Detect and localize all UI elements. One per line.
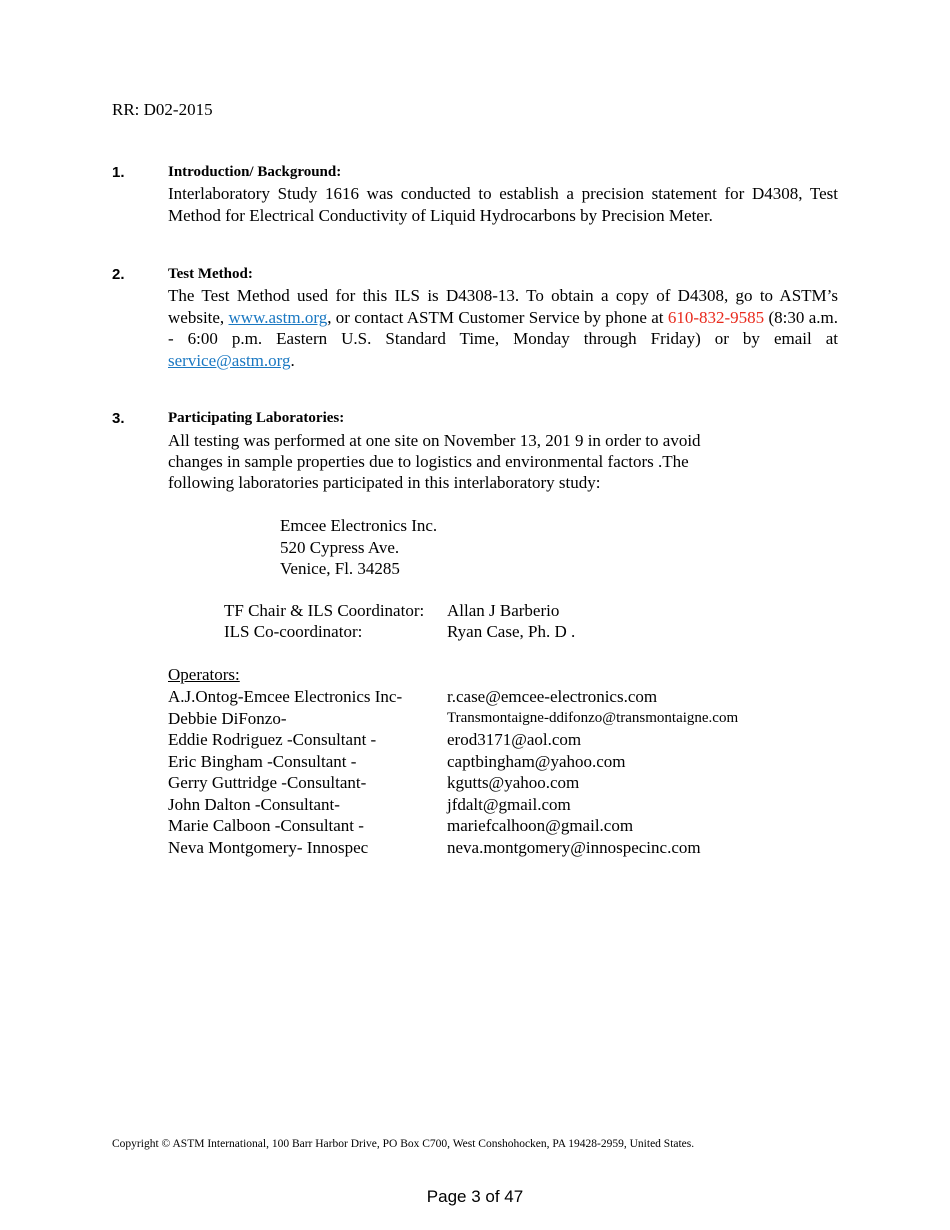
operator-name: Marie Calboon -Consultant - <box>168 816 364 835</box>
lab-name: Emcee Electronics Inc. <box>280 516 438 535</box>
section-1-body: Interlaboratory Study 1616 was conducted to establish a precision statement for D4308, Test Method for Electrical Conductivity of Liquid Hydrocarbons by Precision Meter. <box>168 184 838 225</box>
operators-heading: Operators: <box>168 665 240 684</box>
section-2-number: 2. <box>112 266 125 283</box>
report-id: RR: D02-2015 <box>112 100 213 119</box>
operator-email: neva.montgomery@innospecinc.com <box>447 838 701 857</box>
operator-email: captbingham@yahoo.com <box>447 752 626 771</box>
coordinator-name: Allan J Barberio <box>447 601 560 620</box>
page-number: Page 3 of 47 <box>426 1187 524 1206</box>
section-3-intro-line-2: changes in sample properties due to logistics and environmental factors .The <box>168 452 689 471</box>
section-3-intro-line-1: All testing was performed at one site on November 13, 201 9 in order to avoid <box>168 431 701 450</box>
co-coordinator-name: Ryan Case, Ph. D . <box>447 622 576 641</box>
customer-service-phone: 610-832-9585 <box>667 307 765 327</box>
lab-address: 520 Cypress Ave. <box>280 538 400 557</box>
coordinator-role: TF Chair & ILS Coordinator: <box>224 601 425 620</box>
section-1-title: Introduction/ Background: <box>168 164 342 180</box>
section-3-intro-line-3: following laboratories participated in this interlaboratory study: <box>168 473 601 492</box>
co-coordinator-role: ILS Co-coordinator: <box>224 622 363 641</box>
operator-email: mariefcalhoon@gmail.com <box>447 816 634 835</box>
operator-name: A.J.Ontog-Emcee Electronics Inc- <box>168 687 403 706</box>
operator-name: Eric Bingham -Consultant - <box>168 752 357 771</box>
lab-city: Venice, Fl. 34285 <box>280 559 400 578</box>
operator-name: Eddie Rodriguez -Consultant - <box>168 730 377 749</box>
copyright-notice: Copyright © ASTM International, 100 Barr Harbor Drive, PO Box C700, West Conshohocken, PA 19428-2959, United States. <box>112 1138 695 1150</box>
section-2-text-1: The Test Method used for this ILS is D4308-13. To obtain a copy of D4308, go to ASTM’s website, <box>168 286 838 327</box>
section-2-text-4: . <box>290 350 295 370</box>
operator-email: r.case@emcee-electronics.com <box>447 687 658 706</box>
operator-email: erod3171@aol.com <box>447 730 582 749</box>
operator-name: Debbie DiFonzo- <box>168 709 287 728</box>
operator-email: kgutts@yahoo.com <box>447 773 580 792</box>
operator-email: Transmontaigne-ddifonzo@transmontaigne.com <box>447 710 739 726</box>
operator-name: Gerry Guttridge -Consultant- <box>168 773 367 792</box>
service-email-link[interactable]: service@astm.org <box>168 350 291 370</box>
operator-name: Neva Montgomery- Innospec <box>168 838 369 857</box>
section-2-text-3: (8:30 a.m. - 6:00 p.m. Eastern U.S. Standard Time, Monday through Friday) or by email at <box>168 307 838 348</box>
operator-name: John Dalton -Consultant- <box>168 795 340 814</box>
section-1-number: 1. <box>112 164 125 181</box>
section-2-text-2: , or contact ASTM Customer Service by phone at <box>327 307 668 327</box>
section-2-title: Test Method: <box>168 266 253 282</box>
operator-email: jfdalt@gmail.com <box>447 795 571 814</box>
section-3-number: 3. <box>112 410 125 427</box>
section-3-title: Participating Laboratories: <box>168 410 345 426</box>
astm-website-link[interactable]: www.astm.org <box>228 307 328 327</box>
section-2-body <box>168 285 838 371</box>
